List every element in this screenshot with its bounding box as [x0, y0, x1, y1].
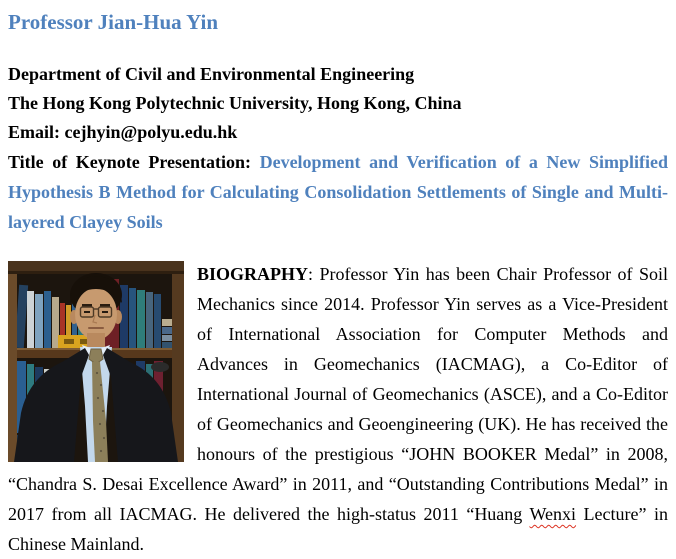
biography-section [8, 259, 668, 559]
email-line [8, 118, 668, 147]
university-line: The Hong Kong Polytechnic University, Hong Kong, China [8, 93, 462, 113]
biography-separator: : [308, 264, 320, 284]
professor-photo [8, 261, 184, 462]
bookshelf-portrait-image [8, 261, 184, 462]
misspelled-word: Wenxi [529, 504, 577, 524]
biography-text-start: Professor Yin has been Chair Professor of Soil Mechanics since 2014. Professor Yin serves as a Vice-President of International Association for Computer Methods and Advances in Geomechanics (IACMAG), a Co-Editor of International Journal of Geomechanics (ASCE), and a Co-Editor of Geomechanics and Geoengineering (UK). He has received the honours of the prestigious “JOHN BOOKER Medal” in 2008, “Chandra S. Desai Excellence Award” in 2011, and “Outstanding Contributions Medal” in 2017 from all IACMAG. He delivered the high-status 2011 “Huang [8, 264, 668, 524]
professor-name: Professor Jian-Hua Yin [8, 10, 219, 34]
email-address: cejhyin@polyu.edu.hk [64, 122, 238, 142]
department-line: Department of Civil and Environmental Engineering [8, 64, 415, 84]
keynote-title-label: Title of Keynote Presentation: [8, 152, 260, 172]
keynote-title-text: Development and Verification of a New Simplified Hypothesis B Method for Calculating Consolidation Settlements of Single and Multi-layered Clayey Soils [8, 152, 668, 232]
keynote-title-paragraph [8, 147, 668, 237]
biography-text-end: Lecture” in Chinese Mainland. [8, 504, 668, 554]
email-label: Email: [8, 122, 65, 142]
biography-label: BIOGRAPHY [197, 264, 309, 284]
